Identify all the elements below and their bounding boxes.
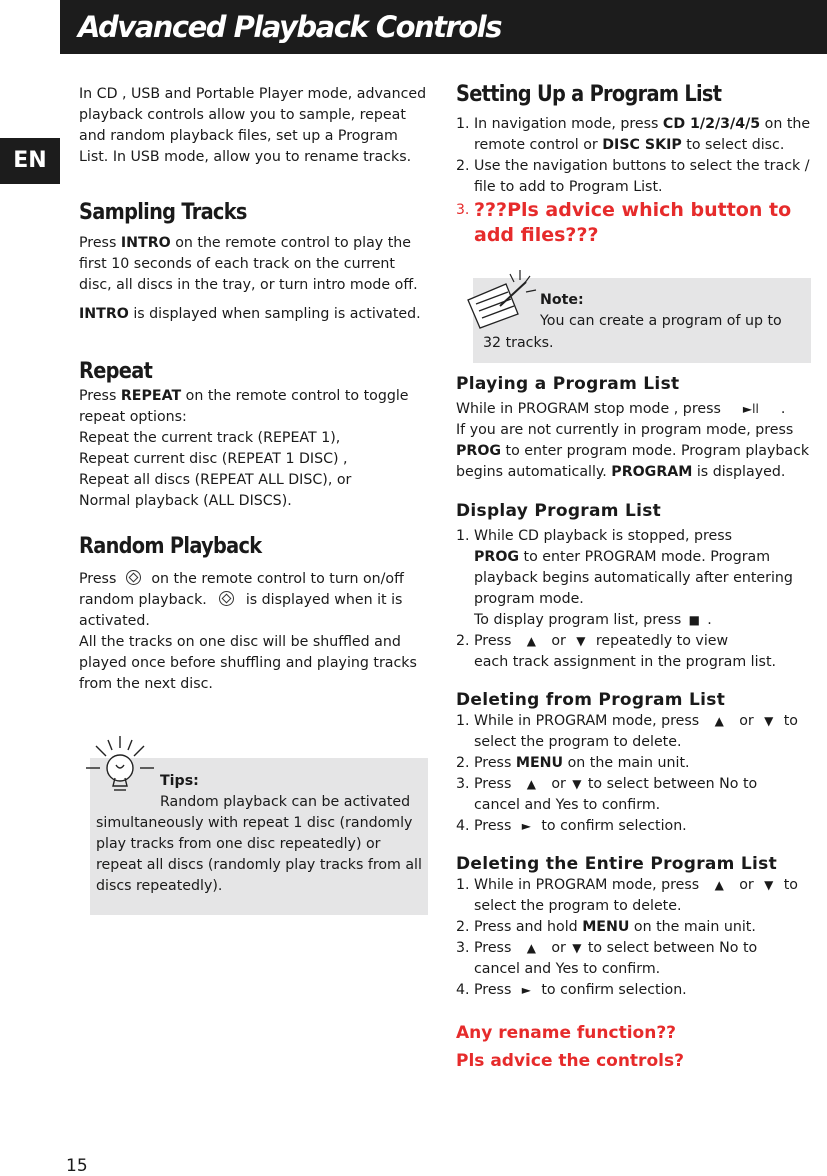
deleting-all-step: 3. Press ▲ or ▼ to select between No to cancel and Yes to confirm. [456, 940, 758, 977]
play-pause-icon: ►ll [742, 402, 759, 416]
playing-paragraph: If you are not currently in program mode, press PROG to enter program mode. Program playback begins automatically. PROGRAM is displayed. [456, 422, 810, 480]
playing-heading: Playing a Program List [456, 374, 680, 394]
up-arrow-icon: ▲ [714, 878, 724, 892]
repeat-option: Repeat the current track (REPEAT 1), [79, 430, 341, 446]
down-arrow-icon: ▼ [576, 634, 586, 648]
up-arrow-icon: ▲ [714, 714, 724, 728]
up-arrow-icon: ▲ [526, 777, 536, 791]
note-header [540, 290, 800, 332]
stop-icon: ■ [688, 613, 700, 627]
repeat-option: Repeat all discs (REPEAT ALL DISC), or [79, 472, 352, 488]
repeat-heading: Repeat [79, 359, 153, 384]
right-column-lower [456, 374, 816, 1075]
right-arrow-icon: ► [521, 983, 531, 997]
display-heading: Display Program List [456, 501, 662, 521]
page-header [60, 0, 827, 54]
random-button-icon [126, 570, 141, 585]
tips-header [160, 771, 420, 813]
deleting-step: 4. Press ► to confirm selection. [456, 816, 816, 837]
display-steps [456, 526, 816, 673]
setup-steps [456, 114, 816, 248]
deleting-step: 2. Press MENU on the main unit. [456, 755, 690, 771]
tips-label: Tips: [160, 773, 199, 789]
deleting-steps [456, 711, 816, 837]
deleting-all-step: 2. Press and hold MENU on the main unit. [456, 919, 756, 935]
deleting-all-step: 4. Press ► to confirm selection. [456, 980, 816, 1001]
sampling-heading: Sampling Tracks [79, 200, 247, 225]
page-number: 15 [66, 1156, 88, 1176]
setup-step: 1. In navigation mode, press CD 1/2/3/4/5 on the remote control or DISC SKIP to select disc. [456, 116, 811, 153]
note-pad-icon [460, 266, 540, 332]
note-first-line: You can create a program of up to [540, 313, 782, 329]
lightbulb-icon [82, 732, 158, 802]
left-column [79, 84, 429, 695]
tips-text: simultaneously with repeat 1 disc (randomly play tracks from one disc repeatedly) or repeat all discs (randomly play tracks from all discs repeatedly). [96, 815, 422, 894]
random-paragraph-2: All the tracks on one disc will be shuffled and played once before shuffling and playing tracks from the next disc. [79, 634, 417, 692]
right-arrow-icon: ► [521, 819, 531, 833]
down-arrow-icon: ▼ [572, 941, 582, 955]
down-arrow-icon: ▼ [764, 714, 774, 728]
repeat-option: Normal playback (ALL DISCS). [79, 493, 292, 509]
rename-question: Any rename function?? Pls advice the controls? [456, 1023, 684, 1071]
random-heading: Random Playback [79, 534, 262, 559]
display-step: 1. While CD playback is stopped, press PROG to enter PROGRAM mode. Program playback begins automatically after entering program mode. To display program list, press ■ . [456, 526, 816, 631]
up-arrow-icon: ▲ [526, 634, 536, 648]
right-column [456, 84, 816, 248]
deleting-all-steps [456, 875, 816, 1001]
note-label: Note: [540, 292, 584, 308]
down-arrow-icon: ▼ [764, 878, 774, 892]
setup-step: 3. ???Pls advice which button to add files??? [456, 199, 792, 246]
page-title: Advanced Playback Controls [78, 10, 501, 44]
repeat-paragraph: Press REPEAT on the remote control to toggle repeat options: [79, 388, 409, 425]
deleting-all-step: 1. While in PROGRAM mode, press ▲ or ▼ to select the program to delete. [456, 877, 798, 914]
random-indicator-icon [219, 591, 234, 606]
tips-first-line: Random playback can be activated [160, 794, 411, 810]
note-text: 32 tracks. [483, 335, 554, 351]
deleting-heading: Deleting from Program List [456, 690, 726, 710]
random-paragraph: Press on the remote control to turn on/off random playback. is displayed when it is activated. [79, 571, 404, 629]
intro-paragraph: In CD , USB and Portable Player mode, advanced playback controls allow you to sample, repeat and random playback files, set up a Program List. In USB mode, allow you to rename tracks. [79, 86, 427, 165]
language-tab: EN [0, 138, 60, 184]
playing-line: While in PROGRAM stop mode , press ►ll . [456, 399, 816, 420]
deleting-step: 3. Press ▲ or ▼ to select between No to cancel and Yes to confirm. [456, 776, 758, 813]
deleting-step: 1. While in PROGRAM mode, press ▲ or ▼ to select the program to delete. [456, 713, 798, 750]
sampling-note: INTRO is displayed when sampling is activated. [79, 306, 421, 322]
setup-heading: Setting Up a Program List [456, 82, 722, 107]
setup-step: 2. Use the navigation buttons to select the track / file to add to Program List. [456, 158, 810, 195]
sampling-paragraph: Press INTRO on the remote control to play the first 10 seconds of each track on the current disc, all discs in the tray, or turn intro mode off. [79, 235, 418, 293]
repeat-option: Repeat current disc (REPEAT 1 DISC) , [79, 451, 348, 467]
down-arrow-icon: ▼ [572, 777, 582, 791]
deleting-all-heading: Deleting the Entire Program List [456, 854, 778, 874]
display-step: 2. Press ▲ or ▼ repeatedly to view each track assignment in the program list. [456, 633, 777, 670]
up-arrow-icon: ▲ [526, 941, 536, 955]
